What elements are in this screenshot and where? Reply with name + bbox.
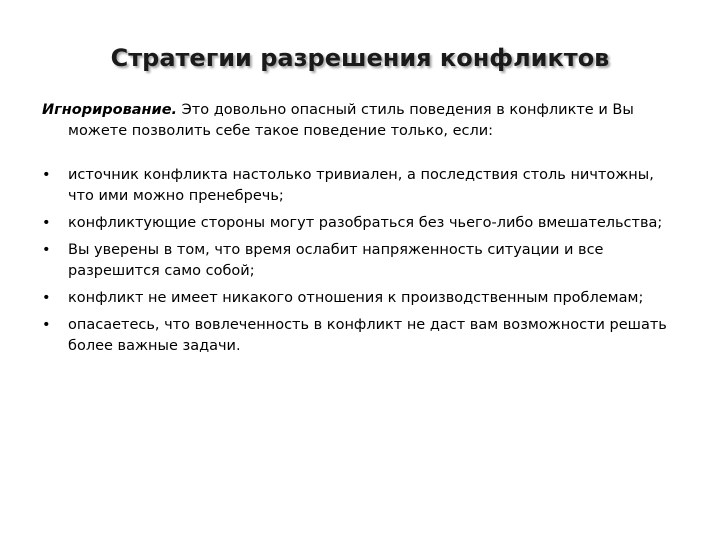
intro-term: Игнорирование. [42, 102, 178, 118]
bullet-icon: • [42, 317, 51, 333]
list-item [42, 315, 667, 357]
bullet-icon: • [42, 290, 51, 306]
bullet-icon: • [42, 242, 51, 258]
bullet-list [42, 165, 667, 357]
bullet-icon: • [42, 215, 51, 231]
slide-title: Стратегии разрешения конфликтов [110, 44, 610, 72]
bullet-text: конфликт не имеет никакого отношения к производственным проблемам; [68, 290, 644, 306]
list-item [42, 288, 667, 309]
bullet-text: опасаетесь, что вовлеченность в конфликт не даст вам возможности решать более важные задачи. [68, 317, 667, 354]
bullet-text: конфликтующие стороны могут разобраться без чьего-либо вмешательства; [68, 215, 663, 231]
list-item [42, 213, 667, 234]
intro-paragraph [42, 100, 667, 142]
bullet-icon: • [42, 167, 51, 183]
list-item [42, 240, 667, 282]
bullet-text: Вы уверены в том, что время ослабит напряженность ситуации и все разрешится само собой; [68, 242, 604, 279]
intro-text: Это довольно опасный стиль поведения в конфликте и Вы можете позволить себе такое поведение только, если: [68, 102, 634, 139]
bullet-text: источник конфликта настолько тривиален, а последствия столь ничтожны, что ими можно пренебречь; [68, 167, 654, 204]
list-item [42, 165, 667, 207]
slide-body [42, 100, 667, 363]
